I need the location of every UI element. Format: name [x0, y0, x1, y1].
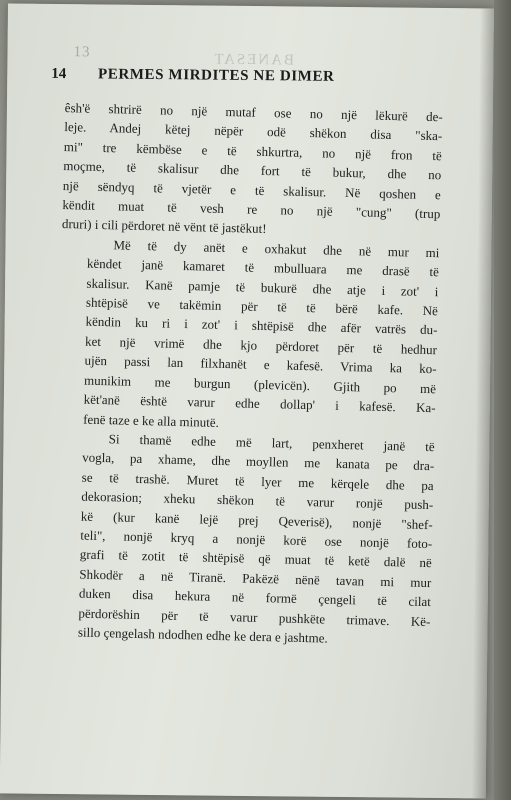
text-line: këndet janë kamaret të mbulluara me drasë të	[86, 255, 440, 280]
photo-right-edge	[494, 0, 511, 800]
text-line: kë (kur kanë lejë prej Qeverisë), nonjë "shef-	[80, 508, 433, 532]
text-line: êsh'ë shtrirë no një mutaf ose no një lëkurë de-	[64, 100, 443, 125]
text-line: kët'anë është varur edhe dollap' i kafesë. Ka-	[83, 391, 436, 416]
text-line: Më të dy anët e oxhakut dhe në mur mi	[113, 237, 440, 261]
paragraph	[52, 428, 435, 651]
text-line: duken disa hekura në formë çengeli të cilat	[78, 585, 432, 610]
page-number: 14	[51, 65, 67, 83]
bleed-through-title: BANESAT	[212, 51, 295, 69]
paragraph	[57, 234, 440, 437]
text-line: këndit muat të vesh re no një "cung" (trup	[62, 197, 441, 222]
text-line: munikim me burgun (plevicën). Gjith po më	[83, 372, 437, 396]
text-line: ujën passi lan filxhanët e kafesë. Vrima ka ko-	[84, 352, 437, 377]
text-line: teli", nonjë kryq a nonjë korë ose nonjë foto-	[80, 527, 433, 552]
bleed-through-page-number: 13	[73, 44, 91, 61]
text-line: fenë taze e ke alla minutë.	[83, 411, 220, 430]
text-line: vogla, pa xhame, dhe moyllen me kanata pe dra-	[82, 449, 435, 474]
text-line: moçme, të skalisur dhe fort të bukur, dhe no	[63, 158, 442, 183]
text-line: skalisur. Kanë pamje të bukurë dhe atje i zot' i	[86, 275, 439, 299]
text-line: se të trashë. Muret të lyer me kërqele dhe pa	[81, 469, 434, 493]
text-line: mi" tre këmbëse e të shkurtra, no një fron të	[63, 138, 442, 164]
paragraph	[62, 98, 443, 243]
text-line: dekorasion; xheku shëkon të varur ronjë push-	[81, 488, 434, 513]
text-line: leje. Andej këtej nëpër odë shëkon disa "ska-	[64, 119, 443, 144]
text-line: sillo çengelash ndodhen edhe ke dera e jashtme.	[77, 624, 328, 646]
text-line: një sëndyq të vjetër e të skalisur. Në qoshen e	[62, 177, 441, 202]
text-line: shtëpisë ve takëmin për të të bërë kafe. Në	[85, 294, 439, 319]
text-line: Si thamë edhe më lart, penxheret janë të	[108, 431, 435, 455]
page-spine-shadow	[472, 8, 494, 798]
text-line: këndin ku ri i zot' i shtëpisë dhe afër vatrës du-	[85, 314, 438, 338]
text-line: ket një vrimë dhe kjo përdoret për të hedhur	[84, 333, 438, 358]
running-title: PERMES MIRDITES NE DIMER	[97, 66, 335, 85]
text-line: druri) i cili përdoret në vënt të jastëkut!	[61, 216, 267, 237]
running-head	[51, 66, 451, 87]
text-line: Shkodër a në Tiranë. Pakëzë nënë tavan mi mur	[79, 566, 432, 590]
book-page	[0, 3, 494, 798]
text-line: përdorëshin për të varur pushkëte trimave. Kë-	[78, 605, 431, 629]
body-text	[52, 98, 443, 650]
text-line: grafi të zotit të shtëpisë që muat të ketë dalë në	[79, 546, 432, 571]
